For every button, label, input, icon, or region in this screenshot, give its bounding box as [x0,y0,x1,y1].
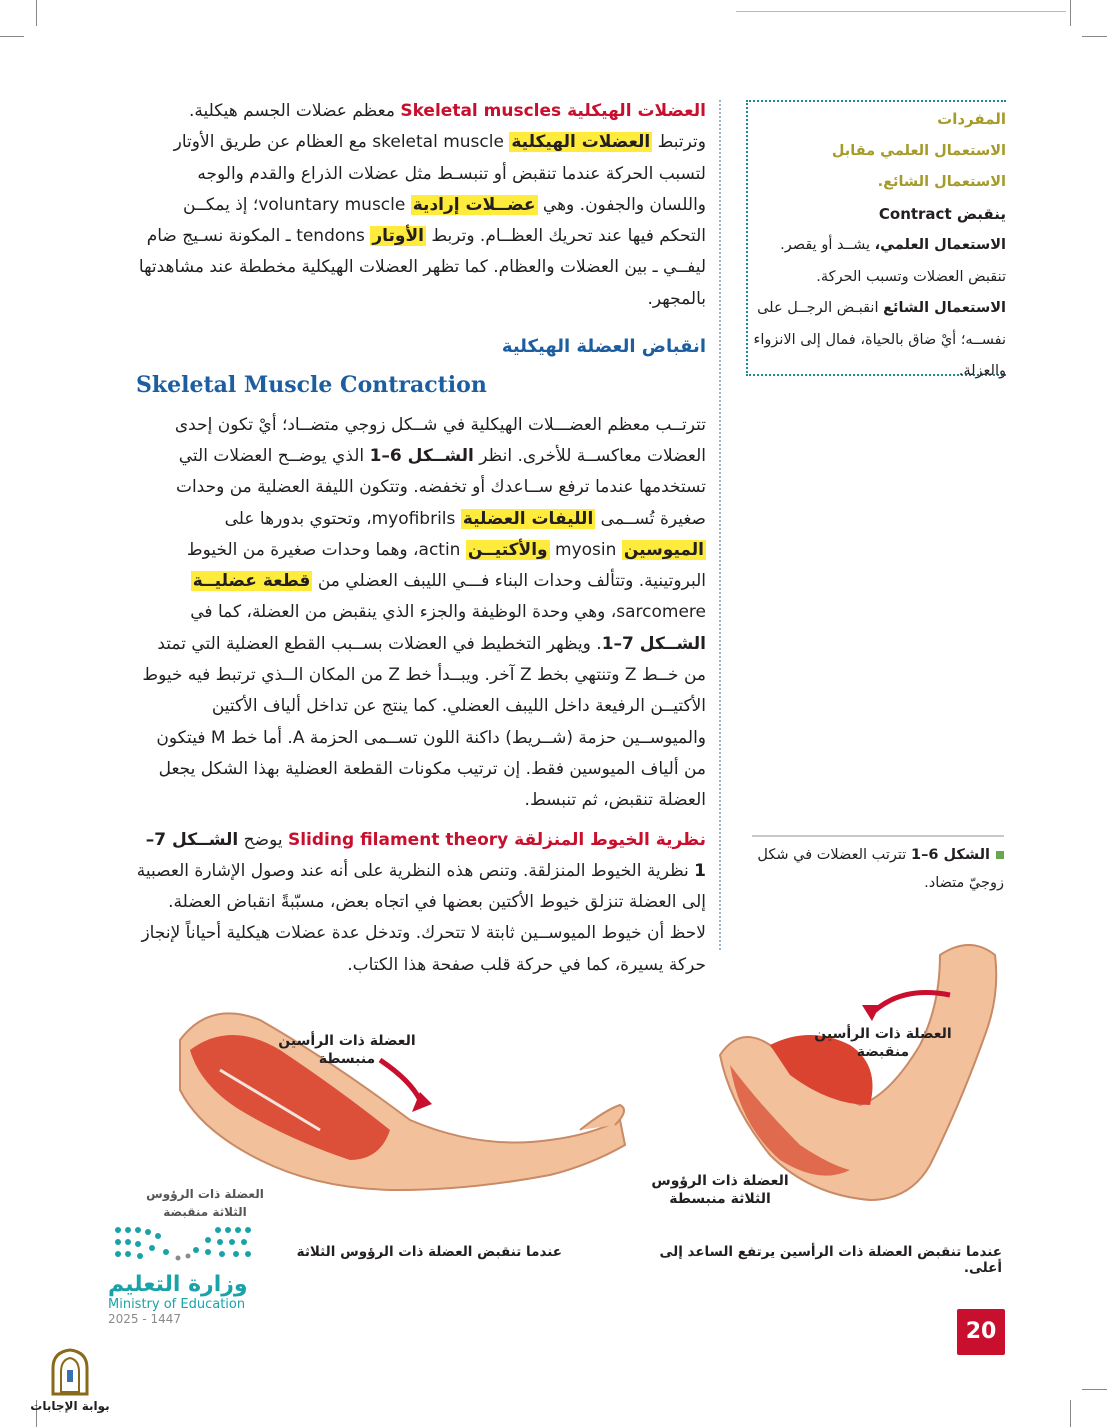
figure-caption [752,835,1004,897]
paragraph-text: تترتــب معظم العضـــلات الهيكلية في شــكل زوجي متضــاد؛ أيْ تكون إحدى العضلات معاكســة للأخرى. انظر [174,414,706,466]
figure-ref: الشــكل 7–1 [601,633,706,654]
paragraph-text: myosin [549,539,622,560]
vocab-subtitle-1: الاستعمال العلمي مقابل [831,142,1006,159]
paragraph-text: نظرية الخيوط المنزلقة. وتنص هذه النظرية على أنه عند وصول الإشارة العصبية إلى العضلة تنزلق خيوط الأكتين بعضها في اتجاه بعض، مسبّبةً انقباض العضلة. لاحظ أن خيوط الميوســين ثابتة لا تتحرك. وتدخل عدة عضلات هيكلية أحياناً لإنجاز حركة يسيرة، كما في حركة قلب صفحة هذا الكتاب. [136,860,706,975]
ministry-year: 2025 - 1447 [108,1312,182,1326]
crop-mark [1070,1400,1071,1427]
paragraph-skeletal-muscles [136,96,706,315]
paragraph-text: يوضح [238,829,288,850]
vocab-subtitle-2: الاستعمال الشائع. [877,174,1006,190]
vocab-common-label: الاستعمال الشائع [883,300,1006,316]
term-voluntary-muscle: عضــلات إرادية [412,194,536,215]
paragraph-text: . ويظهر التخطيط في العضلات بســبب القطع العضلية التي تمتد من خــط Z وتنتهي بخط Z آخر. ويبــدأ خط Z من المكان الــذي ترتبط فيه خيوط الأكتيــن الرفيعة داخل الليبف العضلي. كما ينتج عن تداخل ألياف الأكتين والميوســين حزمة (شــريط) داكنة اللون تســمى الحزمة A. أما خط M فيتكون من ألياف الميوسين فقط. إن ترتيب مكونات القطعة العضلية بهذا الشكل يجعل العضلة تنقبض، ثم تنبسط. [142,633,706,811]
section-heading-english: Skeletal Muscle Contraction [136,372,487,399]
page-number: 20 [957,1309,1005,1355]
section-heading-arabic: انقباض العضلة الهيكلية [501,336,706,358]
figure-ref: الشــكل 6–1 [369,445,474,466]
vocab-common-use [748,293,1006,388]
vocab-scientific-label: الاستعمال العلمي، [874,237,1006,253]
column-divider [719,100,721,950]
paragraph-text: skeletal muscle مع العظام عن طريق الأوتار لتسبب الحركة عندما تنقبض أو تنبسـط مثل عضلات الذراع والقدم والوجه واللسان والجفون. وهي [173,132,706,215]
crop-mark [736,11,1066,12]
figure-caption-text: تترتب العضلات في شكل زوجيّ متضاد. [757,847,1004,891]
ministry-dots-icon [108,1218,258,1268]
vocab-scientific-text: يشــد أو يقصر. تنقبض العضلات وتسبب الحركة. [780,237,1006,285]
paragraph-text: معظم عضلات الجسم هيكلية. وترتبط [189,101,706,153]
term-tendons: الأوتار [372,226,424,247]
label-biceps-relaxed: العضلة ذات الرأسين منبسطة [278,1033,416,1067]
paragraph-text: sarcomere، وهي وحدة الوظيفة والجزء الذي ينقبض من العضلة، كما في [190,602,706,623]
term-actin: والأكتيــن [467,539,548,560]
term-sarcomere: قطعة عضليــة [192,571,311,592]
ministry-name-arabic: وزارة التعليم [108,1272,248,1297]
crop-mark [1082,36,1107,37]
paragraph-text: tendons ـ المكونة نسـيج ضام ليفــي ـ بين العضلات والعظام. كما تظهر العضلات الهيكلية مخططة عند مشاهدتها بالمجهر. [138,226,706,309]
figure-caption-label: الشكل 6–1 [910,847,990,863]
crop-mark [1070,0,1071,26]
portal-emblem-icon [47,1348,93,1396]
paragraph-text: الذي يوضــح العضلات التي تستخدمها عندما ترفع ســاعدك أو تخفضه. وتتكون الليفة العضلية من وحدات صغيرة تُســمى [175,445,706,529]
label-triceps-relaxed: العضلة ذات الرؤوس الثلاثة منبسطة [651,1173,789,1207]
term-myofibrils: الليفات العضلية [462,508,594,529]
answers-portal-logo [30,1348,110,1413]
crop-mark [0,36,24,37]
paragraph-text: actin، وهما وحدات صغيرة من الخيوط البروتينية. وتتألف وحدات البناء فـــي الليبف العضلي من [186,539,706,592]
caption-bullet-icon [996,851,1004,859]
main-text-column [136,96,706,981]
ministry-name-english: Ministry of Education [108,1297,246,1312]
term-myosin: الميوسين [623,539,704,560]
vocab-term: ينقبض Contract [878,204,1006,223]
crop-mark [1082,1389,1107,1390]
vocab-title: المفردات [937,110,1006,128]
vocabulary-box [746,100,1006,379]
right-arm-caption: عندما تنقبض العضلة ذات الرأسين يرتفع الساعد إلى أعلى. [659,1244,1002,1276]
label-biceps-contracted: العضلة ذات الرأسين منقبضة [814,1026,952,1060]
paragraph-text: myofibrils، وتحتوي بدورها على [224,508,461,529]
portal-name: بوابة الإجابات [30,1399,110,1413]
term-skeletal-muscles: العضلات الهيكلية Skeletal muscles [400,101,706,121]
paragraph-text: voluntary muscle؛ إذ يمكــن التحكم فيها عند تحريك العظــام. وتربط [182,194,706,247]
term-highlight: العضلات الهيكلية [511,132,651,153]
vocab-common-text: انقبـض الرجــل على نفســه؛ أيْ ضاق بالحياة، فمال إلى الانزواء والعزلة. [753,300,1006,379]
paragraph-contraction [136,410,706,817]
paragraph-sliding-filament [136,825,706,981]
label-triceps-contracted: العضلة ذات الرؤوس الثلاثة منقبضة [146,1187,264,1219]
crop-mark [36,0,37,26]
term-sliding-filament: نظرية الخيوط المنزلقة Sliding filament theory [287,829,706,850]
ministry-logo [108,1218,278,1326]
vocab-scientific-use [748,230,1006,293]
figure-ref: الشــكل 7–1 [145,829,706,881]
left-arm-caption: عندما تنقبض العضلة ذات الرؤوس الثلاثة [296,1244,562,1260]
